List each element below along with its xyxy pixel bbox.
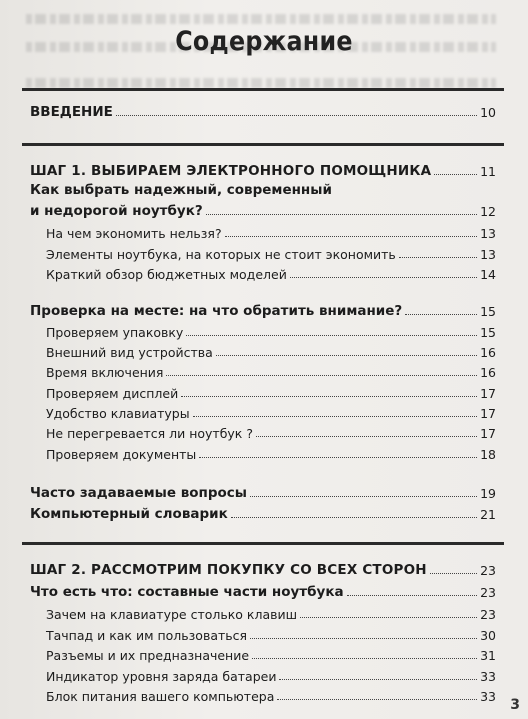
toc-entry-intro[interactable] (30, 100, 496, 120)
leader-dots (225, 236, 478, 237)
toc-subentry[interactable] (46, 442, 496, 462)
toc-entry-label: Индикатор уровня заряда батареи (46, 669, 277, 684)
leader-dots (199, 457, 477, 458)
toc-entry-step2[interactable] (30, 558, 496, 578)
toc-page-number: 14 (480, 267, 496, 282)
toc-entry-label: Элементы ноутбука, на которых не стоит экономить (46, 247, 396, 262)
toc-entry-label: Компьютерный словарик (30, 506, 228, 522)
toc-page-number: 13 (480, 247, 496, 262)
toc-entry-label: Проверяем дисплей (46, 386, 179, 401)
toc-page-number: 16 (480, 365, 496, 380)
toc-subentry[interactable] (46, 340, 496, 360)
toc-entry-label: ШАГ 2. РАССМОТРИМ ПОКУПКУ СО ВСЕХ СТОРОН (30, 562, 427, 578)
toc-entry-label: Блок питания вашего компьютера (46, 689, 275, 704)
toc-entry-label: Внешний вид устройства (46, 345, 213, 360)
toc-page-number: 17 (480, 406, 496, 421)
toc-page-number: 18 (480, 447, 496, 462)
toc-entry-label: Не перегревается ли ноутбук ? (46, 426, 253, 441)
toc-subentry[interactable] (46, 360, 496, 380)
toc-entry-label: На чем экономить нельзя? (46, 226, 222, 241)
page-title: Содержание (175, 26, 353, 57)
leader-dots (252, 658, 477, 659)
page-number: 3 (510, 697, 520, 713)
toc-subentry[interactable] (46, 684, 496, 704)
leader-dots (116, 115, 477, 116)
toc-page-number: 12 (480, 204, 496, 219)
toc-entry-label: и недорогой ноутбук? (30, 203, 203, 219)
toc-entry-components[interactable] (30, 580, 496, 600)
toc-page-number: 33 (480, 689, 496, 704)
toc-entry-inspection[interactable] (30, 299, 496, 319)
toc-entry-label: Краткий обзор бюджетных моделей (46, 267, 287, 282)
leader-dots (434, 174, 477, 175)
toc-subentry[interactable] (46, 401, 496, 421)
toc-subentry[interactable] (46, 664, 496, 684)
toc-page-number: 17 (480, 426, 496, 441)
leader-dots (216, 355, 477, 356)
toc-subentry[interactable] (46, 320, 496, 340)
bleed-through-text (26, 14, 496, 24)
toc-page-number: 16 (480, 345, 496, 360)
leader-dots (430, 573, 477, 574)
toc-entry-label-line1: Как выбрать надежный, современный (30, 182, 332, 198)
leader-dots (277, 699, 477, 700)
toc-entry-label: Время включения (46, 365, 164, 380)
leader-dots (166, 375, 477, 376)
toc-entry-label: Часто задаваемые вопросы (30, 485, 247, 501)
leader-dots (186, 335, 477, 336)
toc-page-number: 17 (480, 386, 496, 401)
toc-entry-label: ВВЕДЕНИЕ (30, 104, 113, 120)
toc-entry-label: Разъемы и их предназначение (46, 648, 250, 663)
leader-dots (250, 638, 477, 639)
toc-entry-label: Зачем на клавиатуре столько клавиш (46, 607, 298, 622)
toc-entry-label: ШАГ 1. ВЫБИРАЕМ ЭЛЕКТРОННОГО ПОМОЩНИКА (30, 163, 432, 179)
bleed-through-text (26, 78, 496, 88)
toc-entry-label: Проверяем документы (46, 447, 197, 462)
toc-page-number: 23 (480, 585, 496, 600)
leader-dots (399, 257, 477, 258)
leader-dots (250, 496, 477, 497)
toc-page-number: 19 (480, 486, 496, 501)
toc-subentry[interactable] (46, 381, 496, 401)
toc-page-number: 15 (480, 325, 496, 340)
toc-subentry[interactable] (46, 262, 496, 282)
toc-page-number: 31 (480, 648, 496, 663)
leader-dots (181, 396, 477, 397)
leader-dots (300, 617, 477, 618)
toc-subentry[interactable] (46, 421, 496, 441)
toc-entry-label: Проверяем упаковку (46, 325, 184, 340)
section-rule (22, 88, 504, 91)
toc-subentry[interactable] (46, 221, 496, 241)
toc-page-number: 13 (480, 226, 496, 241)
toc-page-number: 10 (480, 105, 496, 120)
toc-subentry[interactable] (46, 643, 496, 663)
toc-entry-glossary[interactable] (30, 502, 496, 522)
section-rule (22, 542, 504, 545)
toc-page-number: 15 (480, 304, 496, 319)
leader-dots (405, 314, 477, 315)
toc-subentry[interactable] (46, 242, 496, 262)
leader-dots (347, 595, 477, 596)
toc-entry-faq[interactable] (30, 481, 496, 501)
toc-entry-step1[interactable] (30, 159, 496, 179)
toc-subentry[interactable] (46, 602, 496, 622)
toc-entry-label: Проверка на месте: на что обратить внимание? (30, 303, 403, 319)
leader-dots (231, 517, 477, 518)
toc-entry-label: Удобство клавиатуры (46, 406, 190, 421)
toc-page-number: 21 (480, 507, 496, 522)
toc-page-number: 23 (480, 607, 496, 622)
leader-dots (279, 679, 477, 680)
toc-page-number: 23 (480, 563, 496, 578)
toc-entry-label: Что есть что: составные части ноутбука (30, 584, 344, 600)
toc-entry-choose-laptop[interactable] (30, 199, 496, 219)
toc-subentry[interactable] (46, 623, 496, 643)
toc-page-number: 33 (480, 669, 496, 684)
leader-dots (206, 214, 477, 215)
section-rule (22, 143, 504, 146)
leader-dots (256, 436, 477, 437)
toc-page-number: 30 (480, 628, 496, 643)
leader-dots (290, 277, 477, 278)
toc-page-number: 11 (480, 164, 496, 179)
toc-entry-label: Тачпад и как им пользоваться (46, 628, 248, 643)
leader-dots (193, 416, 478, 417)
